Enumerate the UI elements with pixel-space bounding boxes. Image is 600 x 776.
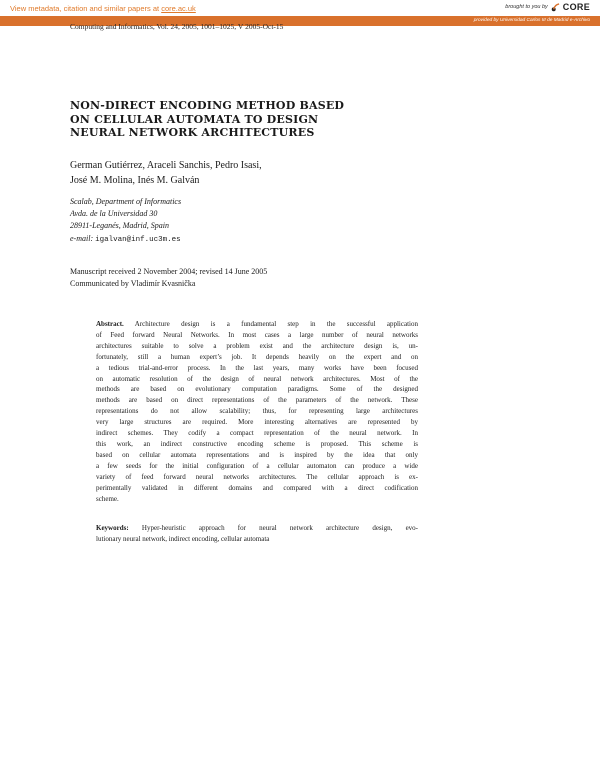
received-line: Manuscript received 2 November 2004; revised 14 June 2005 [70, 267, 268, 276]
core-logo-icon [551, 3, 560, 12]
abstract [96, 319, 418, 504]
abstract-line-text: Architecture design is a fundamental step in the successful application [134, 320, 418, 328]
author-line: José M. Molina, Inés M. Galván [70, 175, 200, 186]
title-line: NON-DIRECT ENCODING METHOD BASED [70, 99, 345, 112]
communicated-line: Communicated by Vladimír Kvasnička [70, 278, 196, 288]
email-label: e-mail: [70, 233, 94, 243]
abstract-line: representations do not allow scalability; thus, for representing large architectures [96, 407, 418, 416]
running-head: Computing and Informatics, Vol. 24, 2005, 1001–1025, V 2005-Oct-15 [70, 22, 284, 31]
abstract-label: Abstract. [96, 320, 124, 328]
title-line: ON CELLULAR AUTOMATA TO DESIGN [70, 112, 319, 126]
brought-by-text: brought to you by [505, 4, 548, 10]
manuscript-history [70, 266, 267, 289]
keywords [96, 523, 418, 545]
core-metadata-link[interactable] [10, 4, 196, 13]
abstract-line: fortunately, still a human expert’s job. It depends heavily on the expert and on [96, 352, 418, 361]
abstract-line: very large structures are required. More interesting alternatives are represented by [96, 418, 418, 427]
email-address[interactable]: igalvan@inf.uc3m.es [95, 235, 181, 244]
abstract-line: scheme. [96, 494, 119, 503]
abstract-line: indirect schemes. They codify a compact representation of the neural network. In [96, 429, 418, 438]
affiliation-dept: Scalab, Department of Informatics [70, 197, 182, 206]
affiliation-street: Avda. de la Universidad 30 [70, 209, 158, 219]
keywords-line: lutionary neural network, indirect encoding, cellular automata [96, 535, 270, 543]
abstract-line [96, 319, 418, 330]
paper-title [70, 99, 390, 140]
core-brand[interactable] [505, 2, 590, 12]
author-line: German Gutiérrez, Araceli Sanchis, Pedro Isasi, [70, 160, 262, 171]
abstract-line: methods are based on evolutionary computation paradigms. Some of the designed [96, 385, 418, 394]
affiliation-email-row [70, 233, 181, 246]
core-brand-name: CORE [562, 2, 590, 12]
abstract-line: variety of feed forward neural networks architectures. The cellular approach is ex- [96, 472, 418, 481]
abstract-line: based on cellular automata representations and is inspired by the idea that only [96, 450, 418, 459]
abstract-line: perimentally validated in different domains and compared with a direct codification [96, 483, 418, 492]
keywords-line-text: Hyper-heuristic approach for neural network architecture design, evo- [141, 524, 419, 532]
abstract-line: architectures suitable to solve a problem exist and the architecture design is, un- [96, 341, 418, 350]
core-banner [0, 0, 600, 16]
provider-text[interactable]: provided by Universidad Carlos III de Madrid e-Archivo [473, 17, 590, 23]
abstract-line: on automatic resolution of the design of neural network architectures. Most of the [96, 374, 418, 383]
core-link-text: View metadata, citation and similar papers at [10, 4, 162, 13]
abstract-line: a few seeds for the initial configuration of a cellular automaton can produce a wide [96, 461, 418, 470]
keywords-line [96, 523, 418, 534]
title-line: NEURAL NETWORK ARCHITECTURES [70, 126, 315, 139]
abstract-line: this work, an indirect constructive encoding scheme is proposed. This scheme is [96, 439, 418, 448]
keywords-label: Keywords: [96, 524, 129, 532]
core-link-domain[interactable]: core.ac.uk [161, 4, 196, 13]
abstract-line: a tedious trial-and-error process. In the last years, many works have been focused [96, 363, 418, 372]
author-list [70, 158, 400, 188]
affiliation-city: 28911-Leganés, Madrid, Spain [70, 221, 169, 231]
affiliation [70, 196, 181, 246]
abstract-line: methods are based on direct representations of the parameters of the network. These [96, 396, 418, 405]
abstract-line: of Feed forward Neural Networks. In most cases a large number of neural networks [96, 330, 418, 339]
